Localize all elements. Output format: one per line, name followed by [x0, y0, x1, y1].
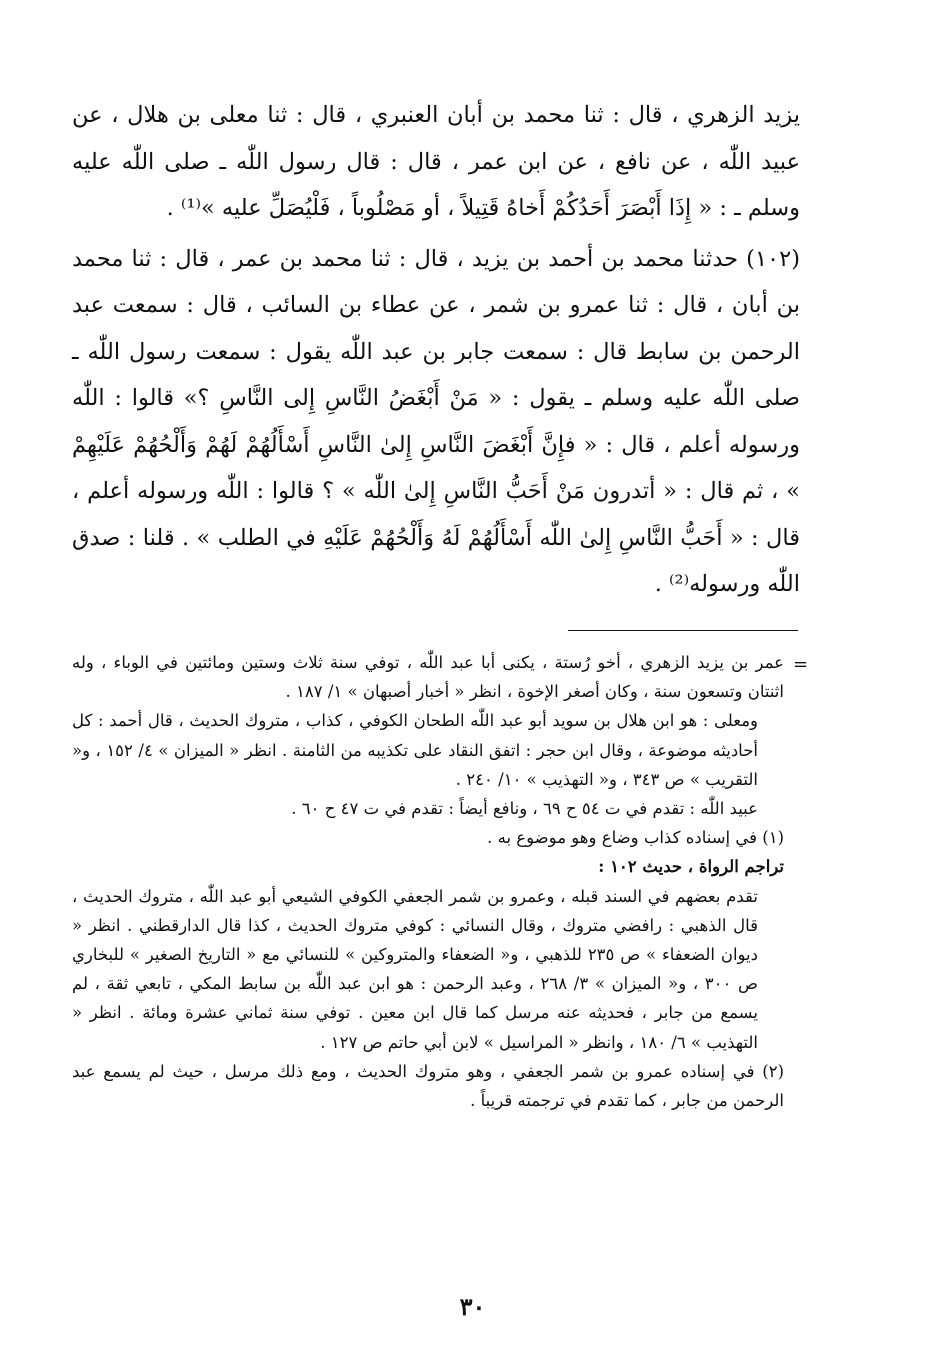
footnote-continued-1: عمر بن يزيد الزهري ، أخو رُستة ، يكنى أبا عبد اللّٰه ، توفي سنة ثلاث وستين ومائتين في الوباء ، وله اثنتان وتسعون سنة ، وكان أصغر الإخوة ، انظر « أخبار أصبهان » ١/ ١٨٧ . — [72, 653, 784, 702]
main-text — [72, 92, 800, 608]
narrators-heading: تراجم الرواة ، حديث ١٠٢ : — [598, 857, 784, 877]
footnote-separator — [568, 630, 798, 631]
footnote-continuation-mark: = — [793, 654, 809, 675]
main-paragraph-1: يزيد الزهري ، قال : ثنا محمد بن أبان العنبري ، قال : ثنا معلى بن هلال ، عن عبيد اللّٰه ، عن نافع ، عن ابن عمر ، قال : قال رسول اللّٰه ـ صلى اللّٰه عليه وسلم ـ : « إِذَا أَبْصَرَ أَحَدُكُمْ أَخاهُ قَتِيلاً ، أو مَصْلُوباً ، فَلْيُصَلِّ عليه »⁽¹⁾ . — [72, 102, 800, 221]
footnote-continued-2: ومعلى : هو ابن هلال بن سويد أبو عبد اللّٰه الطحان الكوفي ، كذاب ، متروك الحديث ، قال أحمد : كل أحاديثه موضوعة ، وقال ابن حجر : اتفق النقاد على تكذيبه من الثامنة . انظر « الميزان » ٤/ ١٥٢ ، و« التقريب » ص ٣٤٣ ، و« التهذيب » ١٠/ ٢٤٠ . — [72, 711, 758, 789]
footnote-continued-3: عبيد اللّٰه : تقدم في ت ٥٤ ح ٦٩ ، ونافع أيضاً : تقدم في ت ٤٧ ح ٦٠ . — [291, 799, 758, 819]
footnote-2: (٢) في إسناده عمرو بن شمر الجعفي ، وهو متروك الحديث ، ومع ذلك مرسل ، حيث لم يسمع عبد الرحمن من جابر ، كما تقدم في ترجمته قريباً . — [72, 1061, 784, 1111]
narrators-biography: تقدم بعضهم في السند قبله ، وعمرو بن شمر الجعفي الكوفي الشيعي أبو عبد اللّٰه ، متروك الحديث ، قال الذهبي : رافضي متروك ، وقال النسائي : كوفي متروك الحديث ، كذا قال الدارقطني . انظر « ديوان الضعفاء » ص ٢٣٥ للذهبي ، و« الضعفاء والمتروكين » للنسائي مع « التاريخ الصغير » للبخاري ص ٣٠٠ ، و« الميزان » ٣/ ٢٦٨ ، وعبد الرحمن : هو ابن عبد اللّٰه بن سابط المكي ، تابعي ثقة ، لم يسمع من جابر ، فحديثه عنه مرسل كما قال ابن معين . توفي سنة ثماني عشرة ومائة . انظر « التهذيب » ٦/ ١٨٠ ، وانظر « المراسيل » لابن أبي حاتم ص ١٢٧ . — [72, 886, 759, 1052]
page-number: ٣٠ — [459, 1292, 486, 1321]
footnotes — [72, 648, 784, 1115]
footnote-1: (١) في إسناده كذاب وضاع وهو موضوع به . — [487, 828, 784, 848]
main-paragraph-2: (١٠٢) حدثنا محمد بن أحمد بن يزيد ، قال : ثنا محمد بن عمر ، قال : ثنا محمد بن أبان ، قال : ثنا عمرو بن شمر ، عن عطاء بن السائب ، قال : سمعت عبد الرحمن بن سابط قال : سمعت جابر بن عبد اللّٰه يقول : سمعت رسول اللّٰه ـ صلى اللّٰه عليه وسلم ـ يقول : « مَنْ أَبْغَضُ النَّاسِ إِلى النَّاسِ ؟» قالوا : اللّٰه ورسوله أعلم ، قال : « فإِنَّ أَبْغَضَ النَّاسِ إِلىٰ النَّاسِ أَسْأَلُهُمْ لَهُمْ وَأَلْحُهُمْ عَلَيْهِمْ » ، ثم قال : « أتدرون مَنْ أَحَبُّ النَّاسِ إِلىٰ اللّٰه » ؟ قالوا : اللّٰه ورسوله أعلم ، قال : « أَحَبُّ النَّاسِ إِلىٰ اللّٰه أَسْأَلُهُمْ لَهُ وَأَلْحُهُمْ عَلَيْهِ في الطلب » . قلنا : صدق اللّٰه ورسوله⁽²⁾ . — [72, 245, 800, 597]
